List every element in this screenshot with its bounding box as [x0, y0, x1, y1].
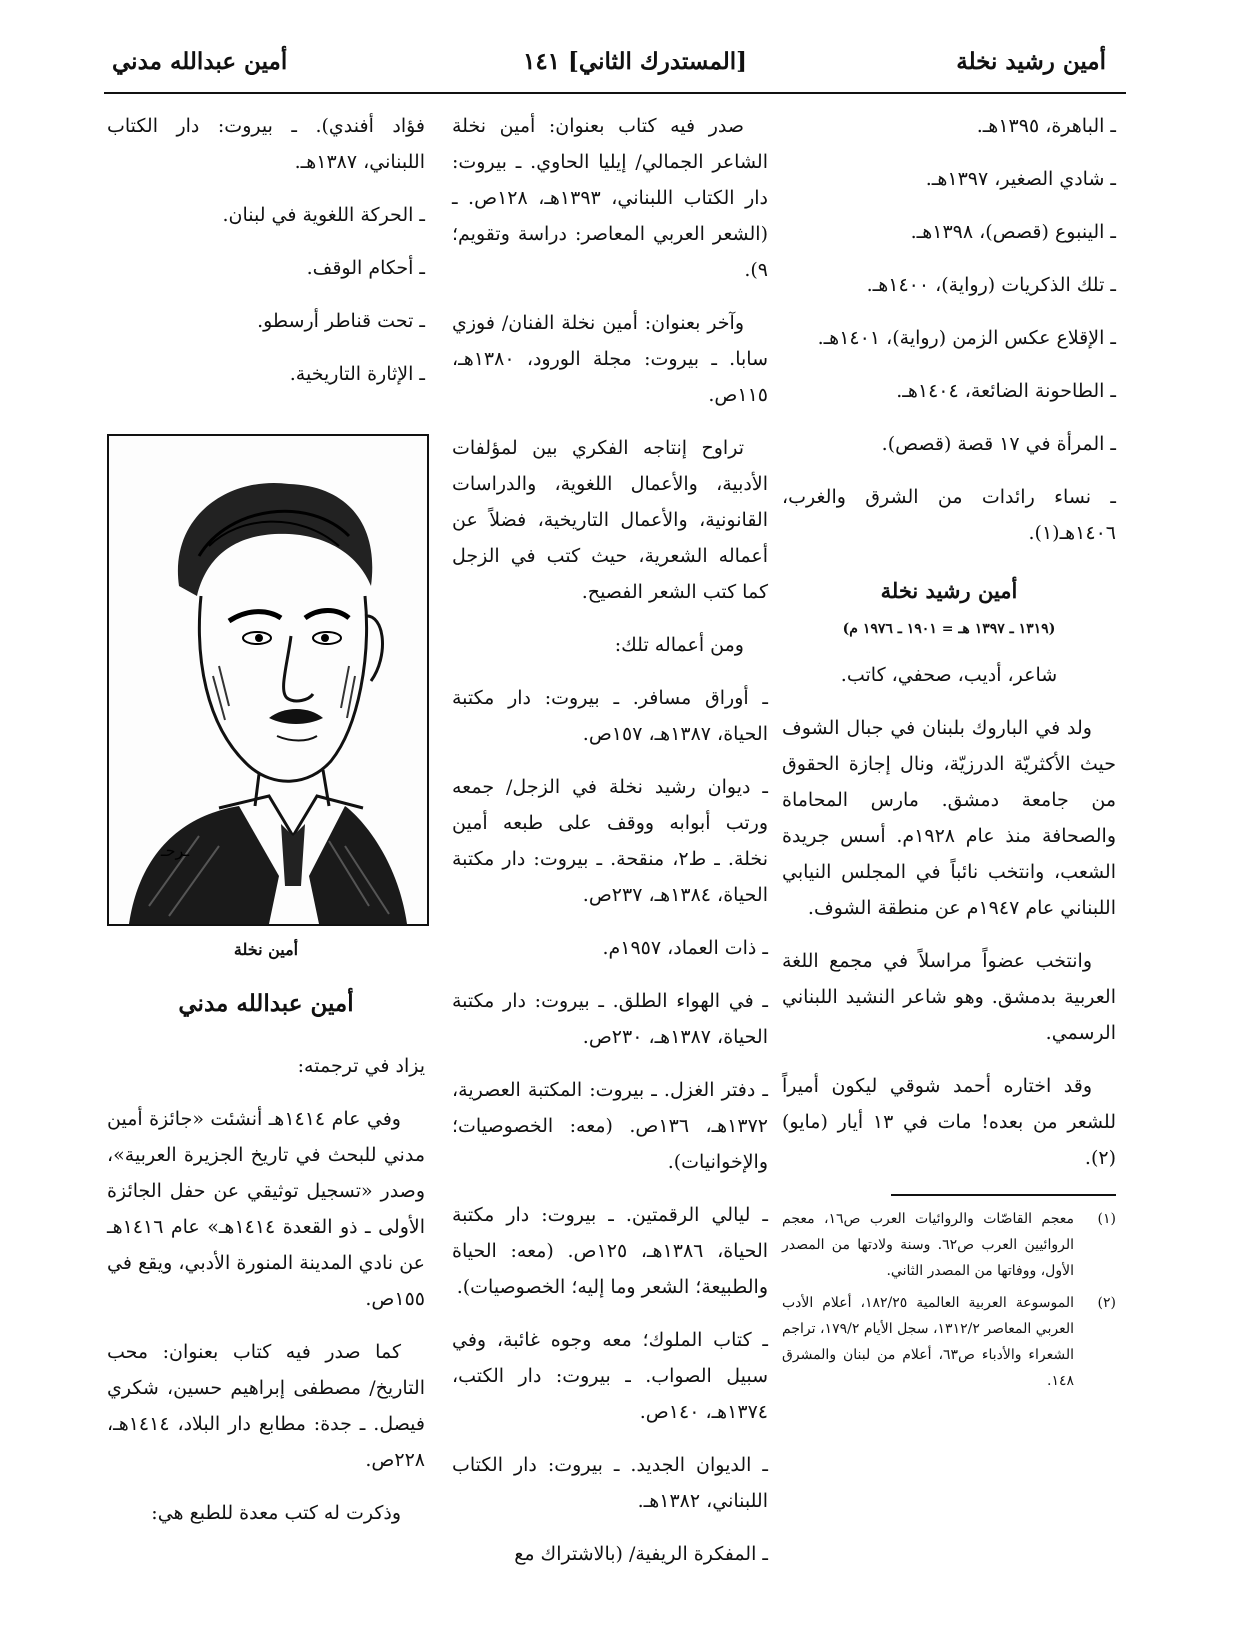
- body-paragraph: يزاد في ترجمته:: [297, 1055, 425, 1077]
- body-paragraph: وذكرت له كتب معدة للطبع هي:: [151, 1502, 401, 1524]
- bio-dates: (١٣١٩ ـ ١٣٩٧ هـ = ١٩٠١ ـ ١٩٧٦ م): [842, 621, 1056, 637]
- list-item: ـ الباهرة، ١٣٩٥هـ.: [976, 115, 1116, 137]
- footnote-number: (٢): [1097, 1295, 1116, 1311]
- list-item: ـ دفتر الغزل. ـ بيروت: المكتبة العصرية، ١٣٧٢هـ، ١٣٦ص. (معه: الخصوصيات؛ والإخوانيات).: [452, 1079, 768, 1173]
- list-item: ـ المرأة في ١٧ قصة (قصص).: [881, 433, 1116, 455]
- body-paragraph: صدر فيه كتاب بعنوان: أمين نخلة الشاعر الجمالي/ إيليا الحاوي. ـ بيروت: دار الكتاب اللبناني، ١٣٩٣هـ، ١٢٨ص. ـ (الشعر العربي المعاصر: دراسة وتقويم؛ ٩).: [452, 115, 768, 281]
- list-item: ـ الينبوع (قصص)، ١٣٩٨هـ.: [910, 221, 1116, 243]
- list-item: ـ الحركة اللغوية في لبنان.: [222, 204, 425, 226]
- list-item: ـ في الهواء الطلق. ـ بيروت: دار مكتبة الحياة، ١٣٨٧هـ، ٢٣٠ص.: [452, 990, 768, 1048]
- footnote-rule: [891, 1194, 1116, 1196]
- list-item: ـ الديوان الجديد. ـ بيروت: دار الكتاب اللبناني، ١٣٨٢هـ.: [452, 1454, 768, 1512]
- body-paragraph: وفي عام ١٤١٤هـ أنشئت «جائزة أمين مدني للبحث في تاريخ الجزيرة العربية»، وصدر «تسجيل توثيقي عن حفل الجائزة الأولى ـ ذو القعدة ١٤١٤هـ» عام ١٤١٦هـ عن نادي المدينة المنورة الأدبي، ويقع في ١٥٥ص.: [107, 1108, 425, 1310]
- list-item: ـ تحت قناطر أرسطو.: [257, 310, 425, 332]
- list-item: ـ ديوان رشيد نخلة في الزجل/ جمعه ورتب أبوابه ووقف على طبعه أمين نخلة. ـ ط٢، منقحة. ـ بيروت: دار مكتبة الحياة، ١٣٨٤هـ، ٢٣٧ص.: [452, 776, 768, 906]
- photo-caption: أمين نخلة: [233, 940, 299, 959]
- body-paragraph: كما صدر فيه كتاب بعنوان: محب التاريخ/ مصطفى إبراهيم حسين، شكري فيصل. ـ جدة: مطابع دار البلاد، ١٤١٤هـ، ٢٢٨ص.: [107, 1341, 425, 1471]
- list-item: ـ الإثارة التاريخية.: [289, 363, 425, 385]
- header-right-title: أمين رشيد نخلة: [956, 48, 1106, 75]
- right-column: [782, 108, 1116, 1400]
- list-item: ـ نساء رائدات من الشرق والغرب، ١٤٠٦هـ(١).: [782, 486, 1116, 544]
- list-item: ـ الإقلاع عكس الزمن (رواية)، ١٤٠١هـ.: [817, 327, 1116, 349]
- sketch-signature: ـرحـ: [160, 841, 189, 860]
- bio-title: أمين رشيد نخلة: [880, 578, 1018, 603]
- list-item: ـ المفكرة الريفية/ (بالاشتراك مع: [514, 1543, 768, 1565]
- portrait-sketch: [109, 436, 427, 924]
- left-column-top: [107, 108, 425, 409]
- body-paragraph: فؤاد أفندي). ـ بيروت: دار الكتاب اللبناني، ١٣٨٧هـ.: [107, 115, 425, 173]
- body-paragraph: ومن أعماله تلك:: [614, 634, 744, 656]
- portrait-photo: [107, 434, 429, 926]
- list-item: ـ أوراق مسافر. ـ بيروت: دار مكتبة الحياة، ١٣٨٧هـ، ١٥٧ص.: [452, 687, 768, 745]
- bio-role: شاعر، أديب، صحفي، كاتب.: [840, 664, 1058, 686]
- list-item: ـ تلك الذكريات (رواية)، ١٤٠٠هـ.: [866, 274, 1116, 296]
- body-paragraph: وآخر بعنوان: أمين نخلة الفنان/ فوزي سابا. ـ بيروت: مجلة الورود، ١٣٨٠هـ، ١١٥ص.: [452, 312, 768, 406]
- middle-column: [452, 108, 768, 1589]
- list-item: ـ كتاب الملوك؛ معه وجوه غائبة، وفي سبيل الصواب. ـ بيروت: دار الكتب، ١٣٧٤هـ، ١٤٠ص.: [452, 1329, 768, 1423]
- list-item: ـ شادي الصغير، ١٣٩٧هـ.: [925, 168, 1116, 190]
- list-item: ـ الطاحونة الضائعة، ١٤٠٤هـ.: [896, 380, 1116, 402]
- footnote-number: (١): [1097, 1211, 1116, 1227]
- footnote-text: معجم القاصّات والروائيات العرب ص١٦، معجم الروائيين العرب ص٦٢. وسنة ولادتها من المصدر الأول، ووفاتها من المصدر الثاني.: [782, 1211, 1074, 1279]
- list-item: ـ ذات العماد، ١٩٥٧م.: [602, 937, 768, 959]
- header-rule: [104, 92, 1126, 94]
- header-center-page: [المستدرك الثاني] ١٤١: [522, 48, 748, 75]
- bio-paragraph: وقد اختاره أحمد شوقي ليكون أميراً للشعر من بعده! مات في ١٣ أيار (مايو)(٢).: [782, 1075, 1116, 1169]
- bio-paragraph: وانتخب عضواً مراسلاً في مجمع اللغة العربية بدمشق. وهو شاعر النشيد اللبناني الرسمي.: [782, 950, 1116, 1044]
- list-item: ـ أحكام الوقف.: [306, 257, 425, 279]
- bio-paragraph: ولد في الباروك بلبنان في جبال الشوف حيث الأكثريّة الدرزيّة، ونال إجازة الحقوق من جامعة دمشق. مارس المحاماة والصحافة منذ عام ١٩٢٨م. أسس جريدة الشعب، وانتخب نائباً في المجلس النيابي اللبناني عام ١٩٤٧م عن منطقة الشوف.: [782, 717, 1117, 919]
- body-paragraph: تراوح إنتاجه الفكري بين لمؤلفات الأدبية، والأعمال اللغوية، والدراسات القانونية، والأعمال التاريخية، فضلاً عن أعماله الشعرية، حيث كتب في الزجل كما كتب الشعر الفصيح.: [452, 437, 768, 603]
- left-column-bottom: [107, 1048, 425, 1548]
- section-title: أمين عبدالله مدني: [178, 990, 354, 1017]
- list-item: ـ ليالي الرقمتين. ـ بيروت: دار مكتبة الحياة، ١٣٨٦هـ، ١٢٥ص. (معه: الحياة والطبيعة؛ الشعر وما إليه؛ الخصوصيات).: [452, 1204, 769, 1298]
- footnote: [782, 1290, 1116, 1394]
- header-left-title: أمين عبدالله مدني: [112, 48, 288, 75]
- footnote: [782, 1206, 1116, 1284]
- footnote-text: الموسوعة العربية العالمية ١٨٢/٢٥، أعلام الأدب العربي المعاصر ١٣١٢/٢، سجل الأيام ١٧٩/٢، تراجم الشعراء والأدباء ص٦٣، أعلام من لبنان والمشرق ١٤٨.: [782, 1295, 1075, 1389]
